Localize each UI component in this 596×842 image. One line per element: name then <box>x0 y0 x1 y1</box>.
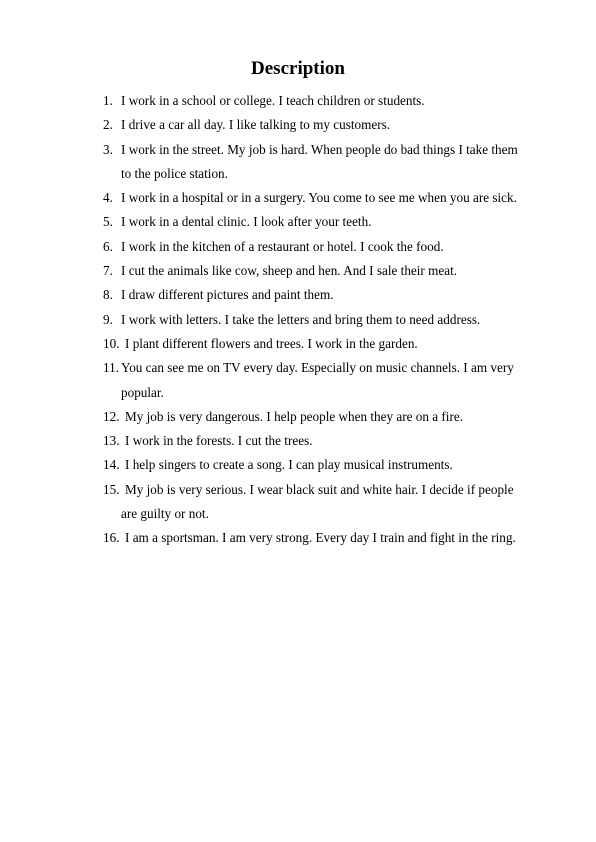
list-item <box>103 526 563 550</box>
item-text: You can see me on TV every day. Especially on music channels. I am very <box>121 360 514 376</box>
item-number: 9. <box>103 311 113 327</box>
item-number: 8. <box>103 287 113 303</box>
list-item <box>103 453 563 477</box>
item-number: 1. <box>103 93 113 108</box>
item-number: 4. <box>103 190 113 206</box>
list-item <box>103 478 563 527</box>
item-number: 15. <box>103 481 120 497</box>
list-item <box>103 308 563 332</box>
item-number: 14. <box>103 457 120 473</box>
list-item <box>103 283 563 307</box>
item-text: I work in the kitchen of a restaurant or hotel. I cook the food. <box>121 238 444 254</box>
item-number: 13. <box>103 433 120 449</box>
list-item <box>103 89 563 113</box>
item-number: 3. <box>103 141 113 157</box>
item-number: 12. <box>103 408 120 424</box>
item-text: My job is very dangerous. I help people when they are on a fire. <box>125 408 464 424</box>
item-text-continued: to the police station. <box>121 165 228 181</box>
list-item <box>103 235 563 259</box>
item-number: 6. <box>103 238 113 254</box>
list-item <box>103 259 563 283</box>
item-text-continued: popular. <box>121 384 164 400</box>
list-item <box>103 356 563 405</box>
item-text: I work in a dental clinic. I look after your teeth. <box>121 214 372 230</box>
item-number: 16. <box>103 530 120 546</box>
item-number: 11. <box>103 360 119 376</box>
item-text: I am a sportsman. I am very strong. Every day I train and fight in the ring. <box>125 530 516 546</box>
item-text: My job is very serious. I wear black suit and white hair. I decide if people <box>125 481 514 497</box>
item-number: 5. <box>103 214 113 230</box>
item-text: I work in a school or college. I teach children or students. <box>121 93 425 108</box>
item-text: I cut the animals like cow, sheep and hen. And I sale their meat. <box>121 263 458 279</box>
list-item <box>103 332 563 356</box>
item-text: I work with letters. I take the letters and bring them to need address. <box>121 311 481 327</box>
item-text: I work in the forests. I cut the trees. <box>125 433 313 449</box>
list-item <box>103 210 563 234</box>
item-number: 7. <box>103 263 113 279</box>
item-text: I draw different pictures and paint them. <box>121 287 334 303</box>
item-text: I help singers to create a song. I can play musical instruments. <box>125 457 453 473</box>
list-item <box>103 186 563 210</box>
item-text: I plant different flowers and trees. I work in the garden. <box>125 335 418 351</box>
item-text: I work in the street. My job is hard. When people do bad things I take them <box>121 141 518 157</box>
list-item <box>103 138 563 187</box>
list-item <box>103 405 563 429</box>
item-text: I drive a car all day. I like talking to my customers. <box>121 117 391 133</box>
item-number: 2. <box>103 117 113 133</box>
item-text-continued: are guilty or not. <box>121 506 209 522</box>
item-number: 10. <box>103 335 120 351</box>
list-item <box>103 113 563 137</box>
item-text: I work in a hospital or in a surgery. You come to see me when you are sick. <box>121 190 517 206</box>
page-title: Description <box>251 58 345 79</box>
description-list <box>103 89 563 551</box>
list-item <box>103 429 563 453</box>
